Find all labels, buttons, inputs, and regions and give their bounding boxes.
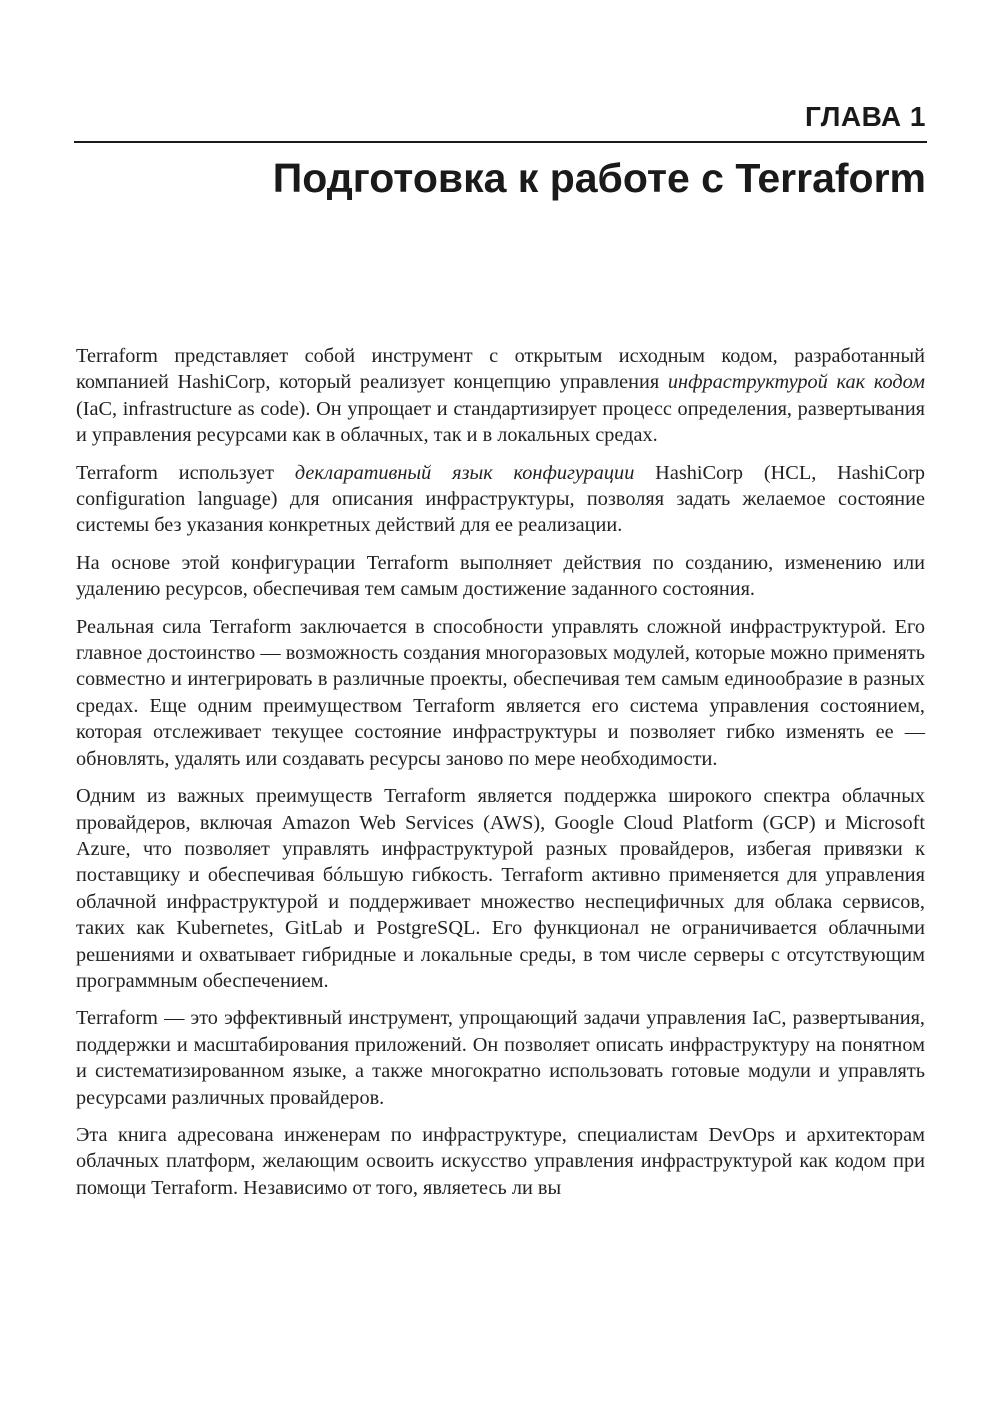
chapter-body: [76, 343, 925, 1212]
paragraph-text: Terraform представляет собой инструмент с открытым исходным кодом, разработанный компанией HashiCorp, который реализует концепцию управления: [76, 345, 925, 394]
paragraph-audience: Эта книга адресована инженерам по инфраструктуре, специалистам DevOps и архитекторам облачных платформ, желающим освоить искусство управления инфраструктурой как кодом при помощи Terraform. Независимо от того, являетесь ли вы: [76, 1123, 925, 1199]
chapter-label: ГЛАВА 1: [805, 101, 926, 132]
paragraph-intro: [76, 343, 925, 449]
paragraph-summary: Terraform — это эффективный инструмент, упрощающий задачи управления IaC, развертывания, поддержки и масштабирования приложений. Он позволяет описать инфраструктуру на понятном и систематизированном языке, а также многократно использовать готовые модули и управлять ресурсами различных провайдеров.: [76, 1007, 925, 1109]
paragraph-text: (IaC, infrastructure as code). Он упрощает и стандартизирует процесс определения, развертывания и управления ресурсами как в облачных, так и в локальных средах.: [76, 397, 925, 447]
chapter-title: Подготовка к работе с Terraform: [272, 155, 926, 201]
paragraph-text: HashiCorp (HCL, HashiCorp configuration language) для описания инфраструктуры, позволяя задать желаемое состояние системы без указания конкретных действий для ее реализации.: [76, 461, 925, 537]
chapter-divider: [74, 141, 927, 143]
paragraph-strength: Реальная сила Terraform заключается в способности управлять сложной инфраструктурой. Его главное достоинство — возможность создания многоразовых модулей, которые можно применять совместно и интегрировать в различные проекты, обеспечивая тем самым единообразие в разных средах. Еще одним преимуществом Terraform является его система управления состоянием, которая отслеживает текущее состояние инфраструктуры и позволяет гибко изменять ее — обновлять, удалять или создавать ресурсы заново по мере необходимости.: [76, 615, 925, 770]
paragraph-actions: На основе этой конфигурации Terraform выполняет действия по созданию, изменению или удалению ресурсов, обеспечивая тем самым достижение заданного состояния.: [76, 551, 925, 601]
emphasized-term: декларативный язык конфигурации: [294, 461, 635, 484]
paragraph-hcl: [76, 460, 925, 539]
paragraph-text: Terraform использует: [76, 461, 295, 484]
emphasized-term: инфраструктурой как кодом: [667, 371, 925, 394]
paragraph-providers: Одним из важных преимуществ Terraform является поддержка широкого спектра облачных провайдеров, включая Amazon Web Services (AWS), Google Cloud Platform (GCP) и Microsoft Azure, что позволяет управлять инфраструктурой разных провайдеров, избегая привязки к поставщику и обеспечивая бóльшую гибкость. Terraform активно применяется для управления облачной инфраструктурой и поддерживает множество неспецифичных для облака сервисов, таких как Kubernetes, GitLab и PostgreSQL. Его функционал не ограничивается облачными решениями и охватывает гибридные и локальные среды, в том числе серверы с отсутствующим программным обеспечением.: [76, 785, 925, 992]
